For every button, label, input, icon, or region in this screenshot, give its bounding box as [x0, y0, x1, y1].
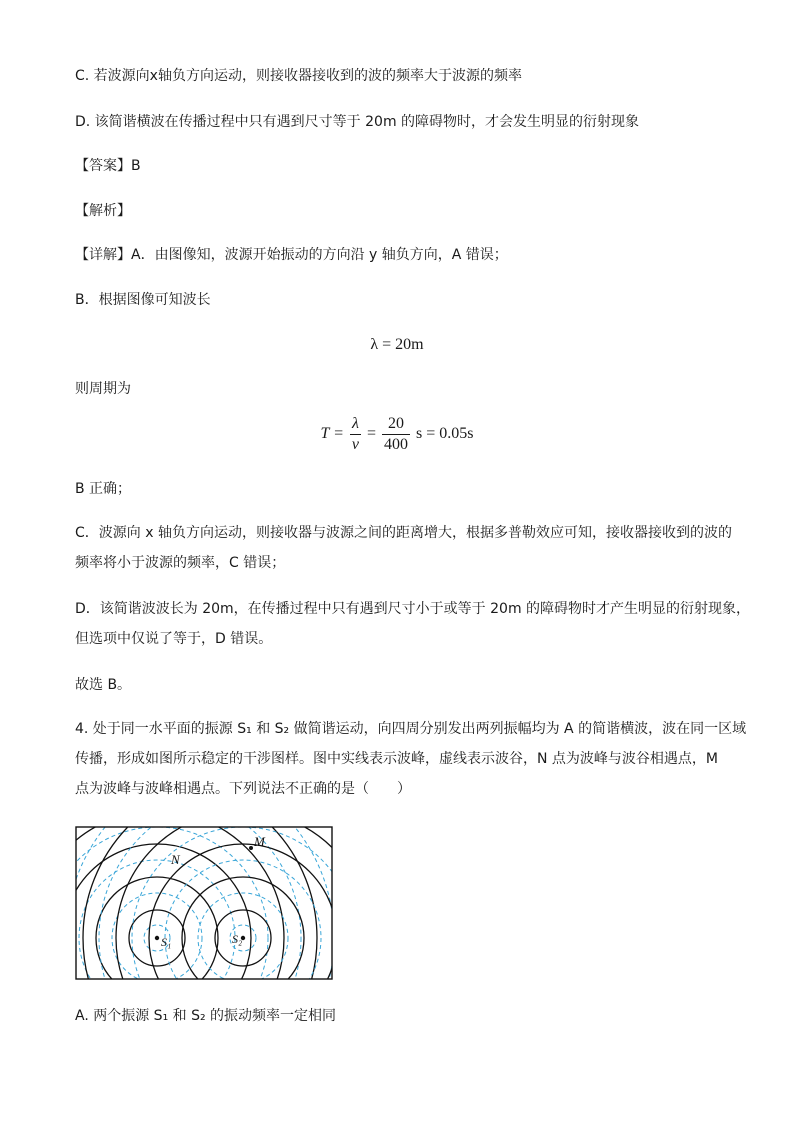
- period-result: s = 0.05s: [416, 425, 474, 443]
- crest-circle-s2-2: [182, 877, 304, 980]
- frac-den-400: 400: [384, 436, 409, 453]
- label-m: M: [254, 834, 265, 849]
- label-s1: S₁: [161, 935, 172, 949]
- trough-circle-s2-3: [165, 860, 321, 980]
- question-4-line-3: 点为波峰与波峰相遇点。下列说法不正确的是（ ）: [75, 781, 411, 797]
- label-n: N: [171, 852, 180, 867]
- interference-figure: [75, 826, 333, 980]
- trough-circle-s2-6: [75, 826, 333, 980]
- d-detail-line-1: D．该简谐波波长为 20m，在传播过程中只有遇到尺寸小于或等于 20m 的障碍物时才产生明显的衍射现象，: [75, 601, 751, 617]
- equals-sign: =: [367, 425, 377, 443]
- trough-circle-s1-3: [79, 860, 235, 980]
- trough-circle-s1-6: [75, 826, 333, 980]
- trough-circle-s2-4: [132, 827, 333, 980]
- lambda-over-v: [350, 414, 361, 455]
- m-point: [249, 846, 253, 850]
- trough-circle-s1-4: [75, 827, 268, 980]
- period-intro: 则周期为: [75, 381, 131, 397]
- numeric-fraction: [382, 414, 410, 455]
- crest-circle-s1-2: [96, 877, 218, 980]
- b-correct-line: B 正确；: [75, 481, 132, 497]
- c-detail-line-2: 频率将小于波源的频率，C 错误；: [75, 555, 286, 571]
- question-4-line-2: 传播，形成如图所示稳定的干涉图样。图中实线表示波峰，虚线表示波谷，N 点为波峰与波谷相遇点，M: [75, 751, 718, 767]
- option-c-line: C. 若波源向x轴负方向运动，则接收器接收到的波的频率大于波源的频率: [75, 68, 522, 84]
- question-4-line-1: 4. 处于同一水平面的振源 S₁ 和 S₂ 做简谐运动，向四周分别发出两列振幅均为 A 的简谐横波，波在同一区域: [75, 721, 747, 737]
- crest-circle-s1-5: [75, 826, 317, 980]
- detail-a-line: 【详解】A．由图像知，波源开始振动的方向沿 y 轴负方向，A 错误；: [75, 247, 508, 263]
- period-lhs: T =: [320, 425, 344, 443]
- period-formula: [0, 414, 794, 455]
- wavelength-formula: λ = 20m: [370, 336, 424, 353]
- analysis-label: 【解析】: [75, 203, 131, 219]
- choose-line: 故选 B。: [75, 677, 132, 693]
- answer-label: 【答案】B: [75, 158, 141, 174]
- detail-b-intro: B．根据图像可知波长: [75, 292, 211, 308]
- frac-den-v: v: [351, 436, 359, 453]
- option-a-line: A. 两个振源 S₁ 和 S₂ 的振动频率一定相同: [75, 1008, 337, 1024]
- label-s2: S₂: [232, 932, 243, 946]
- option-d-line: D. 该简谐横波在传播过程中只有遇到尺寸等于 20m 的障碍物时，才会发生明显的衍射现象: [75, 114, 640, 130]
- c-detail-line-1: C．波源向 x 轴负方向运动，则接收器与波源之间的距离增大，根据多普勒效应可知，接收器接收到的波的: [75, 525, 732, 541]
- frac-num-lambda: λ: [350, 414, 361, 435]
- d-detail-line-2: 但选项中仅说了等于，D 错误。: [75, 631, 273, 647]
- s1-source: [155, 936, 159, 940]
- frac-num-20: 20: [382, 414, 410, 435]
